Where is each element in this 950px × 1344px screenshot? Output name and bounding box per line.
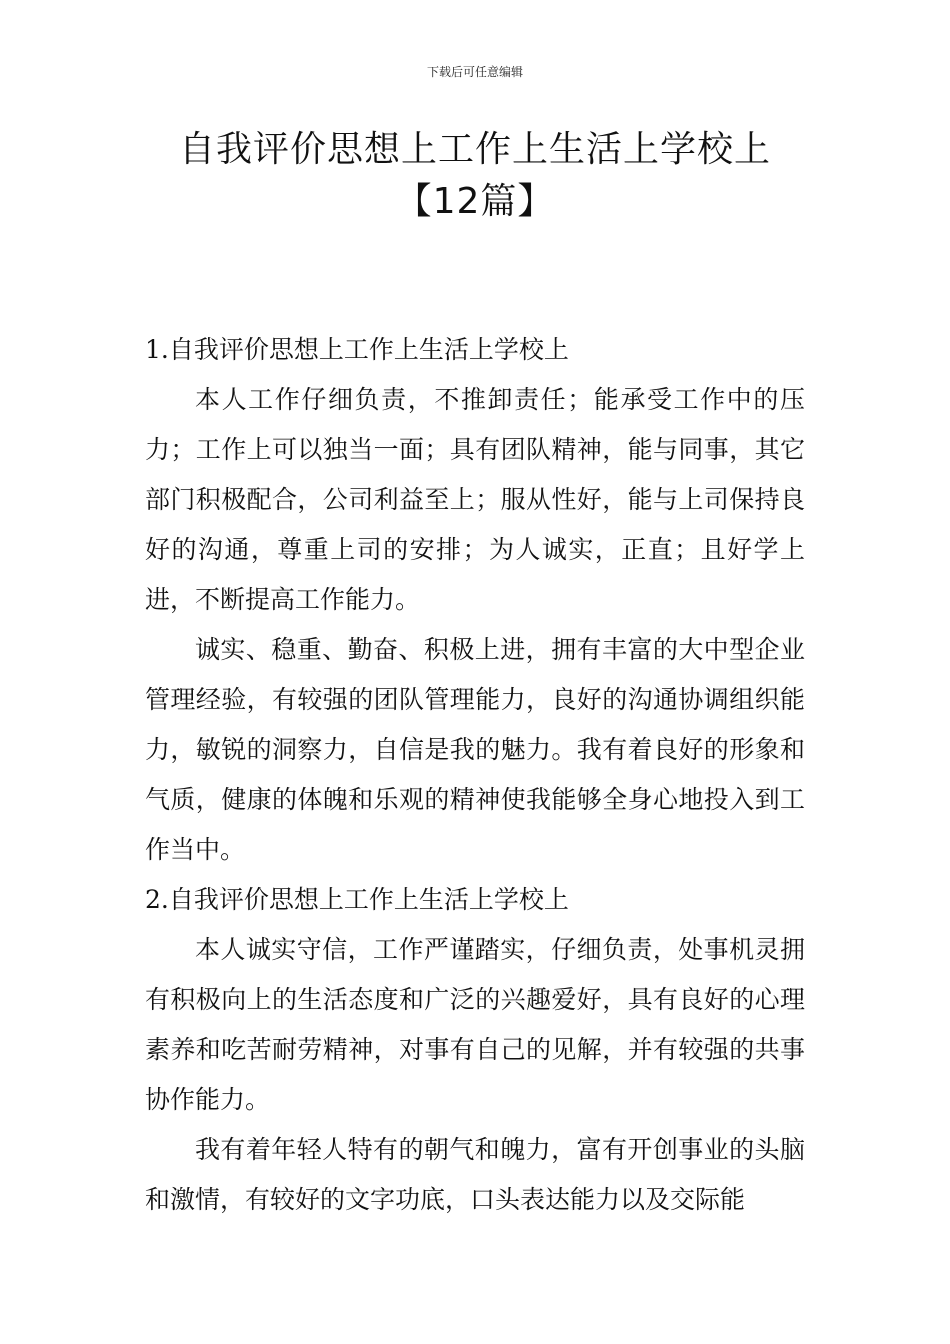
paragraph: 本人诚实守信，工作严谨踏实，仔细负责，处事机灵拥有积极向上的生活态度和广泛的兴趣爱好，具有良好的心理素养和吃苦耐劳精神，对事有自己的见解，并有较强的共事协作能力。: [145, 935, 805, 1114]
section-2: [145, 875, 805, 1225]
section-1: [145, 325, 805, 875]
paragraph: 诚实、稳重、勤奋、积极上进，拥有丰富的大中型企业管理经验，有较强的团队管理能力，良好的沟通协调组织能力，敏锐的洞察力，自信是我的魅力。我有着良好的形象和气质，健康的体魄和乐观的精神使我能够全身心地投入到工作当中。: [145, 635, 805, 864]
document-body: [145, 325, 805, 1225]
section-heading: 1.自我评价思想上工作上生活上学校上: [145, 335, 569, 364]
paragraph: 我有着年轻人特有的朝气和魄力，富有开创事业的头脑和激情，有较好的文字功底，口头表达能力以及交际能: [145, 1135, 805, 1214]
document-title: 自我评价思想上工作上生活上学校上【12篇】: [178, 129, 771, 222]
section-heading: 2.自我评价思想上工作上生活上学校上: [145, 885, 569, 914]
paragraph: 本人工作仔细负责，不推卸责任；能承受工作中的压力；工作上可以独当一面；具有团队精神，能与同事，其它部门积极配合，公司利益至上；服从性好，能与上司保持良好的沟通，尊重上司的安排；为人诚实，正直；且好学上进，不断提高工作能力。: [145, 385, 805, 614]
header-note: 下载后可任意编辑: [426, 65, 523, 79]
